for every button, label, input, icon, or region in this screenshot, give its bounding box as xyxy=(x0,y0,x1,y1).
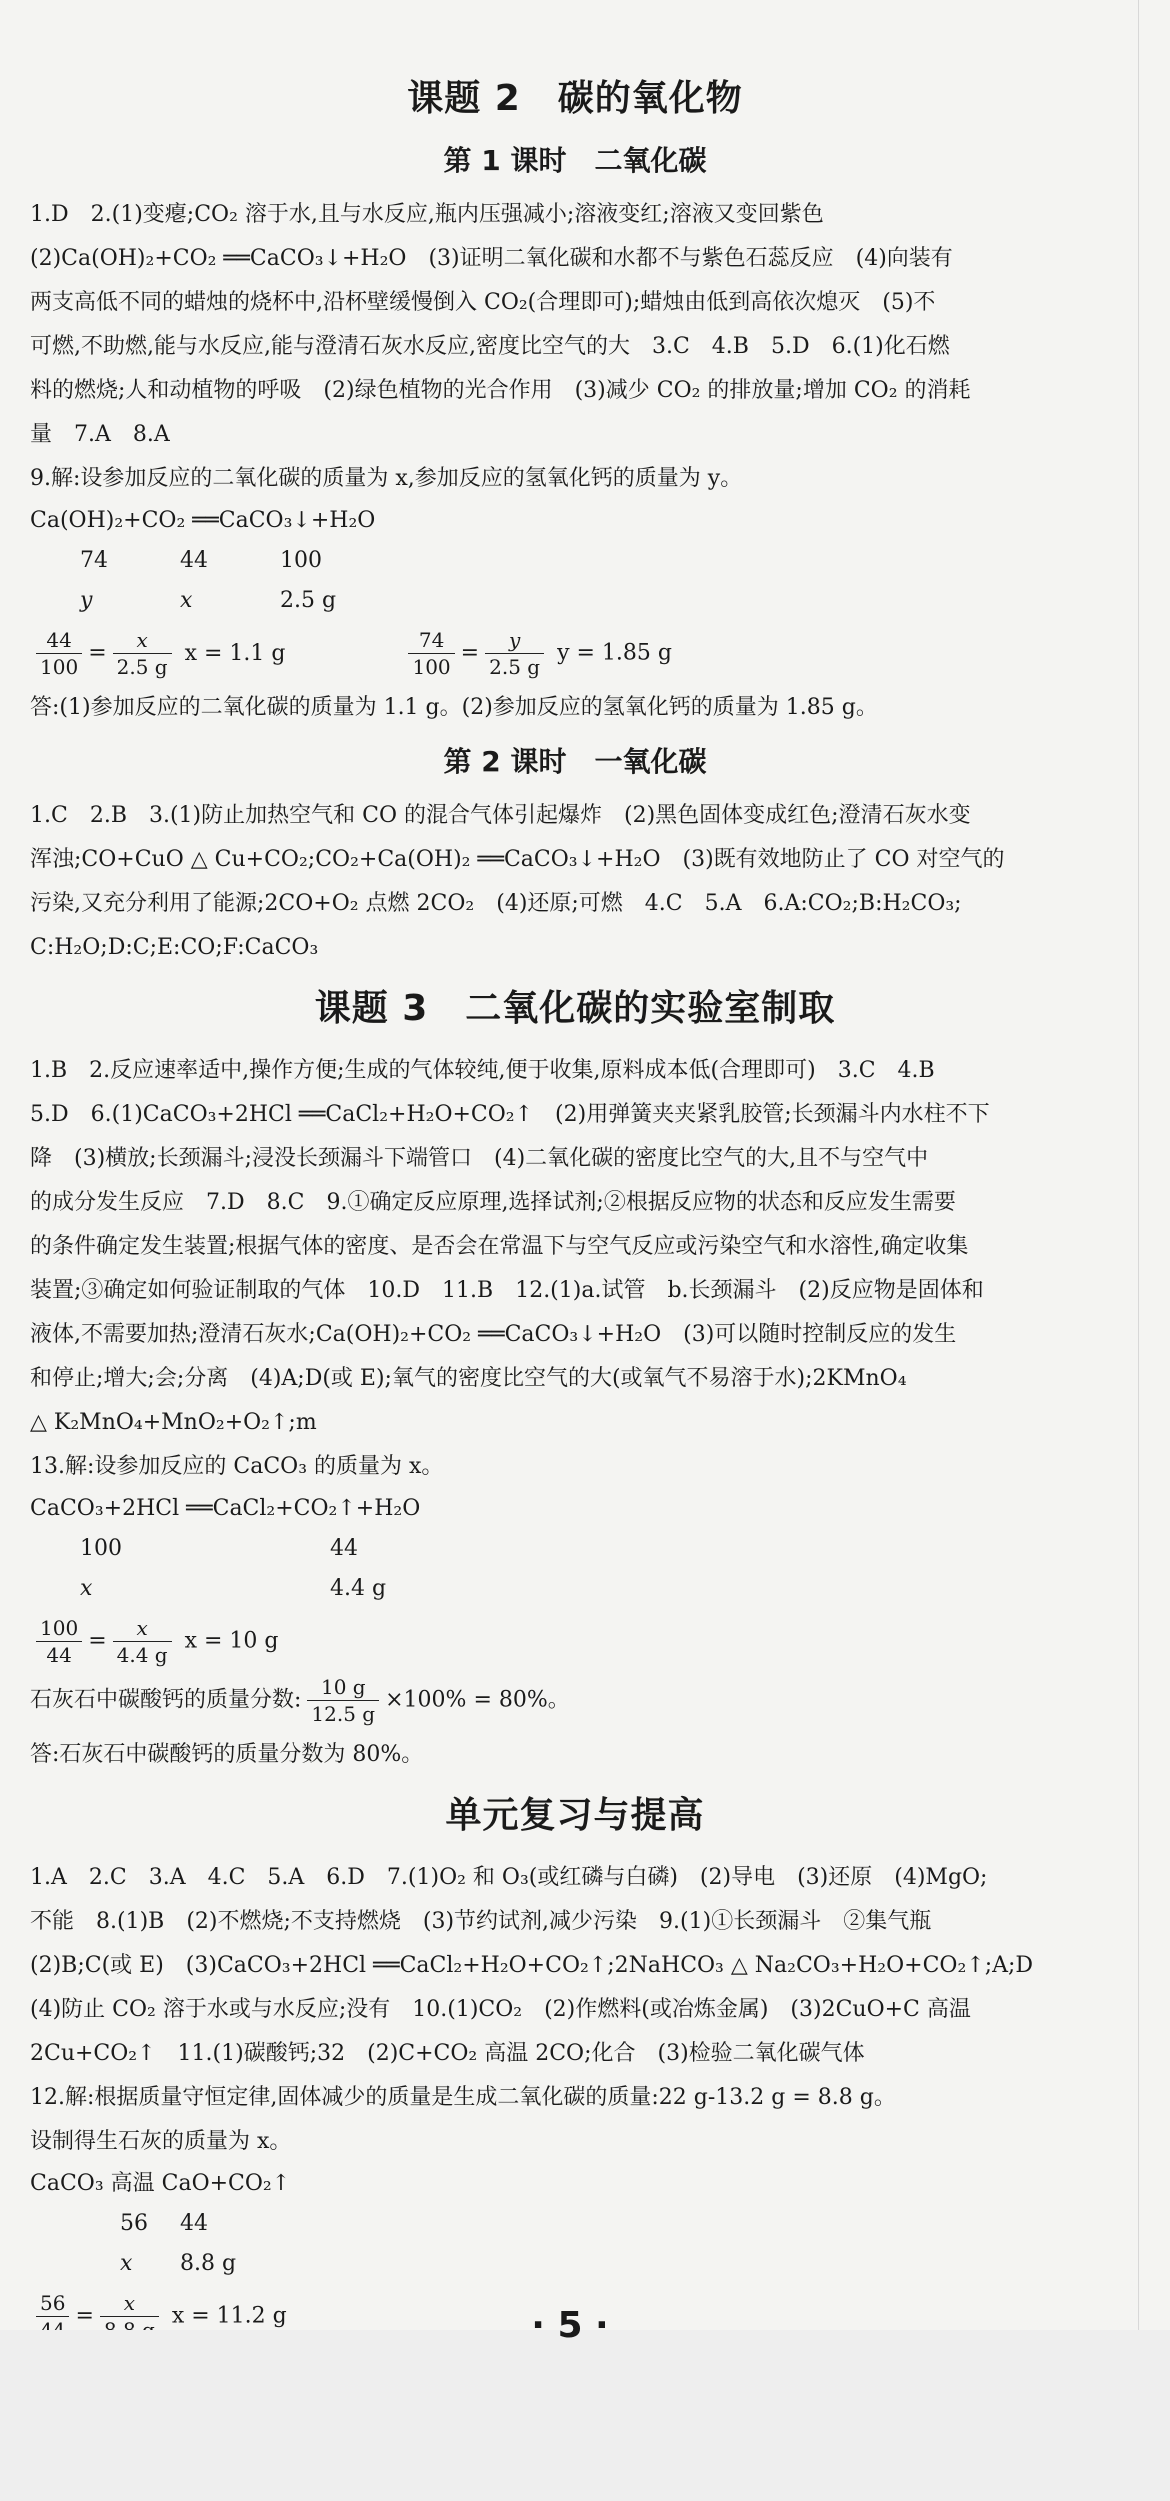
fraction: $\frac{100}{44}$ xyxy=(36,1615,82,1668)
answer-line: 9.解:设参加反应的二氧化碳的质量为 x,参加反应的氢氧化钙的质量为 y。 xyxy=(30,466,743,491)
equation: Ca(OH)₂+CO₂ ══CaCO₃↓+H₂O xyxy=(30,508,376,533)
equation-unknowns: y x 2.5 g xyxy=(80,588,337,613)
lesson-title-1: 第 1 课时 二氧化碳 xyxy=(443,144,707,177)
proportion-row: $\frac{100}{44}$ = $\frac{x}{4.4 g}$ x = 10 g xyxy=(30,1615,1120,1668)
answer-line: 两支高低不同的蜡烛的烧杯中,沿杯壁缓慢倒入 CO₂(合理即可);蜡烛由低到高依次熄灭 (5)不 xyxy=(30,290,936,315)
answer-line: 装置;③确定如何验证制取的气体 10.D 11.B 12.(1)a.试管 b.长颈漏斗 (2)反应物是固体和 xyxy=(30,1278,984,1303)
fraction: $\frac{x}{4.4 g}$ xyxy=(113,1615,172,1668)
fraction: $\frac{y}{2.5 g}$ xyxy=(485,627,544,680)
proportion-row: $\frac{44}{100}$ = $\frac{x}{2.5 g}$ x = 1.1 g $\frac{74}{100}$ = $\frac{y}{2.5 g}$ y = 1.85 g xyxy=(30,627,1120,680)
answer-line: C:H₂O;D:C;E:CO;F:CaCO₃ xyxy=(30,935,319,960)
answer-line: 13.解:设参加反应的 CaCO₃ 的质量为 x。 xyxy=(30,1454,444,1479)
fraction: $\frac{x}{2.5 g}$ xyxy=(113,627,172,680)
answer-line: 设制得生石灰的质量为 x。 xyxy=(30,2129,292,2154)
answer-line: 的条件确定发生装置;根据气体的密度、是否会在常温下与空气反应或污染空气和水溶性,确定收集 xyxy=(30,1234,969,1259)
equation-coefficients: 100 44 xyxy=(80,1536,358,1561)
purity-row: 石灰石中碳酸钙的质量分数: $\frac{10 g}{12.5 g}$ ×100% = 80%。 xyxy=(30,1675,570,1726)
section-title-review: 单元复习与提高 xyxy=(445,1795,705,1836)
answer-line: 1.A 2.C 3.A 4.C 5.A 6.D 7.(1)O₂ 和 O₃(或红磷与白磷) (2)导电 (3)还原 (4)MgO; xyxy=(30,1865,988,1890)
answer-statement: 答:石灰石中碳酸钙的质量分数为 80%。 xyxy=(30,1742,424,1767)
answer-line: 不能 8.(1)B (2)不燃烧;不支持燃烧 (3)节约试剂,减少污染 9.(1)①长颈漏斗 ②集气瓶 xyxy=(30,1909,932,1934)
answer-line: 1.B 2.反应速率适中,操作方便;生成的气体较纯,便于收集,原料成本低(合理即可) 3.C 4.B xyxy=(30,1058,935,1083)
equation-coefficients: 74 44 100 xyxy=(80,548,322,573)
page-number: · 5 · xyxy=(531,2305,609,2346)
answer-line: 1.C 2.B 3.(1)防止加热空气和 CO 的混合气体引起爆炸 (2)黑色固体变成红色;澄清石灰水变 xyxy=(30,803,971,828)
answer-line: 污染,又充分利用了能源;2CO+O₂ 点燃 2CO₂ (4)还原;可燃 4.C 5.A 6.A:CO₂;B:H₂CO₃; xyxy=(30,891,962,916)
answer-line: 料的燃烧;人和动植物的呼吸 (2)绿色植物的光合作用 (3)减少 CO₂ 的排放量;增加 CO₂ 的消耗 xyxy=(30,378,971,403)
section-title-topic3: 课题 3 二氧化碳的实验室制取 xyxy=(314,988,836,1029)
equation-coefficients: 56 44 xyxy=(120,2211,208,2236)
fraction: x xyxy=(100,2290,159,2343)
equation: CaCO₃+2HCl ══CaCl₂+CO₂↑+H₂O xyxy=(30,1496,421,1521)
answer-statement: 答:(1)参加反应的二氧化碳的质量为 1.1 g。(2)参加反应的氢氧化钙的质量为 1.85 g。 xyxy=(30,695,878,720)
answer-line: 2Cu+CO₂↑ 11.(1)碳酸钙;32 (2)C+CO₂ 高温 2CO;化合 (3)检验二氧化碳气体 xyxy=(30,2041,865,2066)
proportion-row: 56 = x x = 11.2 g xyxy=(30,2290,1120,2343)
content-column xyxy=(30,60,1120,2452)
section-title-topic2: 课题 2 碳的氧化物 xyxy=(407,78,743,119)
answer-line: 浑浊;CO+CuO △ Cu+CO₂;CO₂+Ca(OH)₂ ══CaCO₃↓+H₂O (3)既有效地防止了 CO 对空气的 xyxy=(30,847,1005,872)
answer-line: 和停止;增大;会;分离 (4)A;D(或 E);氧气的密度比空气的大(或氧气不易溶于水);2KMnO₄ xyxy=(30,1366,907,1391)
answer-line: (2)Ca(OH)₂+CO₂ ══CaCO₃↓+H₂O (3)证明二氧化碳和水都不与紫色石蕊反应 (4)向装有 xyxy=(30,246,953,271)
lesson-title-2: 第 2 课时 一氧化碳 xyxy=(443,745,707,778)
answer-line: 12.解:根据质量守恒定律,固体减少的质量是生成二氧化碳的质量:22 g-13.2 g = 8.8 g。 xyxy=(30,2085,896,2110)
adjacent-page-edge xyxy=(1138,0,1170,2501)
answer-line: 1.D 2.(1)变瘪;CO₂ 溶于水,且与水反应,瓶内压强减小;溶液变红;溶液又变回紫色 xyxy=(30,202,824,227)
fraction: 56 xyxy=(36,2290,69,2343)
answer-line: 量 7.A 8.A xyxy=(30,422,170,447)
page-bottom-margin xyxy=(0,2330,1170,2501)
answer-line: 5.D 6.(1)CaCO₃+2HCl ══CaCl₂+H₂O+CO₂↑ (2)用弹簧夹夹紧乳胶管;长颈漏斗内水柱不下 xyxy=(30,1102,990,1127)
fraction: $\frac{74}{100}$ xyxy=(408,627,454,680)
equation: CaCO₃ 高温 CaO+CO₂↑ xyxy=(30,2171,291,2196)
answer-line: 降 (3)横放;长颈漏斗;浸没长颈漏斗下端管口 (4)二氧化碳的密度比空气的大,且不与空气中 xyxy=(30,1146,929,1171)
fraction: $\frac{10 g}{12.5 g}$ xyxy=(307,1674,379,1727)
answer-line: △ K₂MnO₄+MnO₂+O₂↑;m xyxy=(30,1410,317,1435)
answer-line: 液体,不需要加热;澄清石灰水;Ca(OH)₂+CO₂ ══CaCO₃↓+H₂O (3)可以随时控制反应的发生 xyxy=(30,1322,957,1347)
answer-line: (4)防止 CO₂ 溶于水或与水反应;没有 10.(1)CO₂ (2)作燃料(或冶炼金属) (3)2CuO+C 高温 xyxy=(30,1997,971,2022)
answer-line: (2)B;C(或 E) (3)CaCO₃+2HCl ══CaCl₂+H₂O+CO₂↑;2NaHCO₃ △ Na₂CO₃+H₂O+CO₂↑;A;D xyxy=(30,1953,1034,1978)
answer-line: 的成分发生反应 7.D 8.C 9.①确定反应原理,选择试剂;②根据反应物的状态和反应发生需要 xyxy=(30,1190,956,1215)
fraction: $\frac{44}{100}$ xyxy=(36,627,82,680)
equation-unknowns: x 4.4 g xyxy=(80,1576,387,1601)
answer-line: 可燃,不助燃,能与水反应,能与澄清石灰水反应,密度比空气的大 3.C 4.B 5.D 6.(1)化石燃 xyxy=(30,334,950,359)
equation-unknowns: x 8.8 g xyxy=(120,2251,237,2276)
